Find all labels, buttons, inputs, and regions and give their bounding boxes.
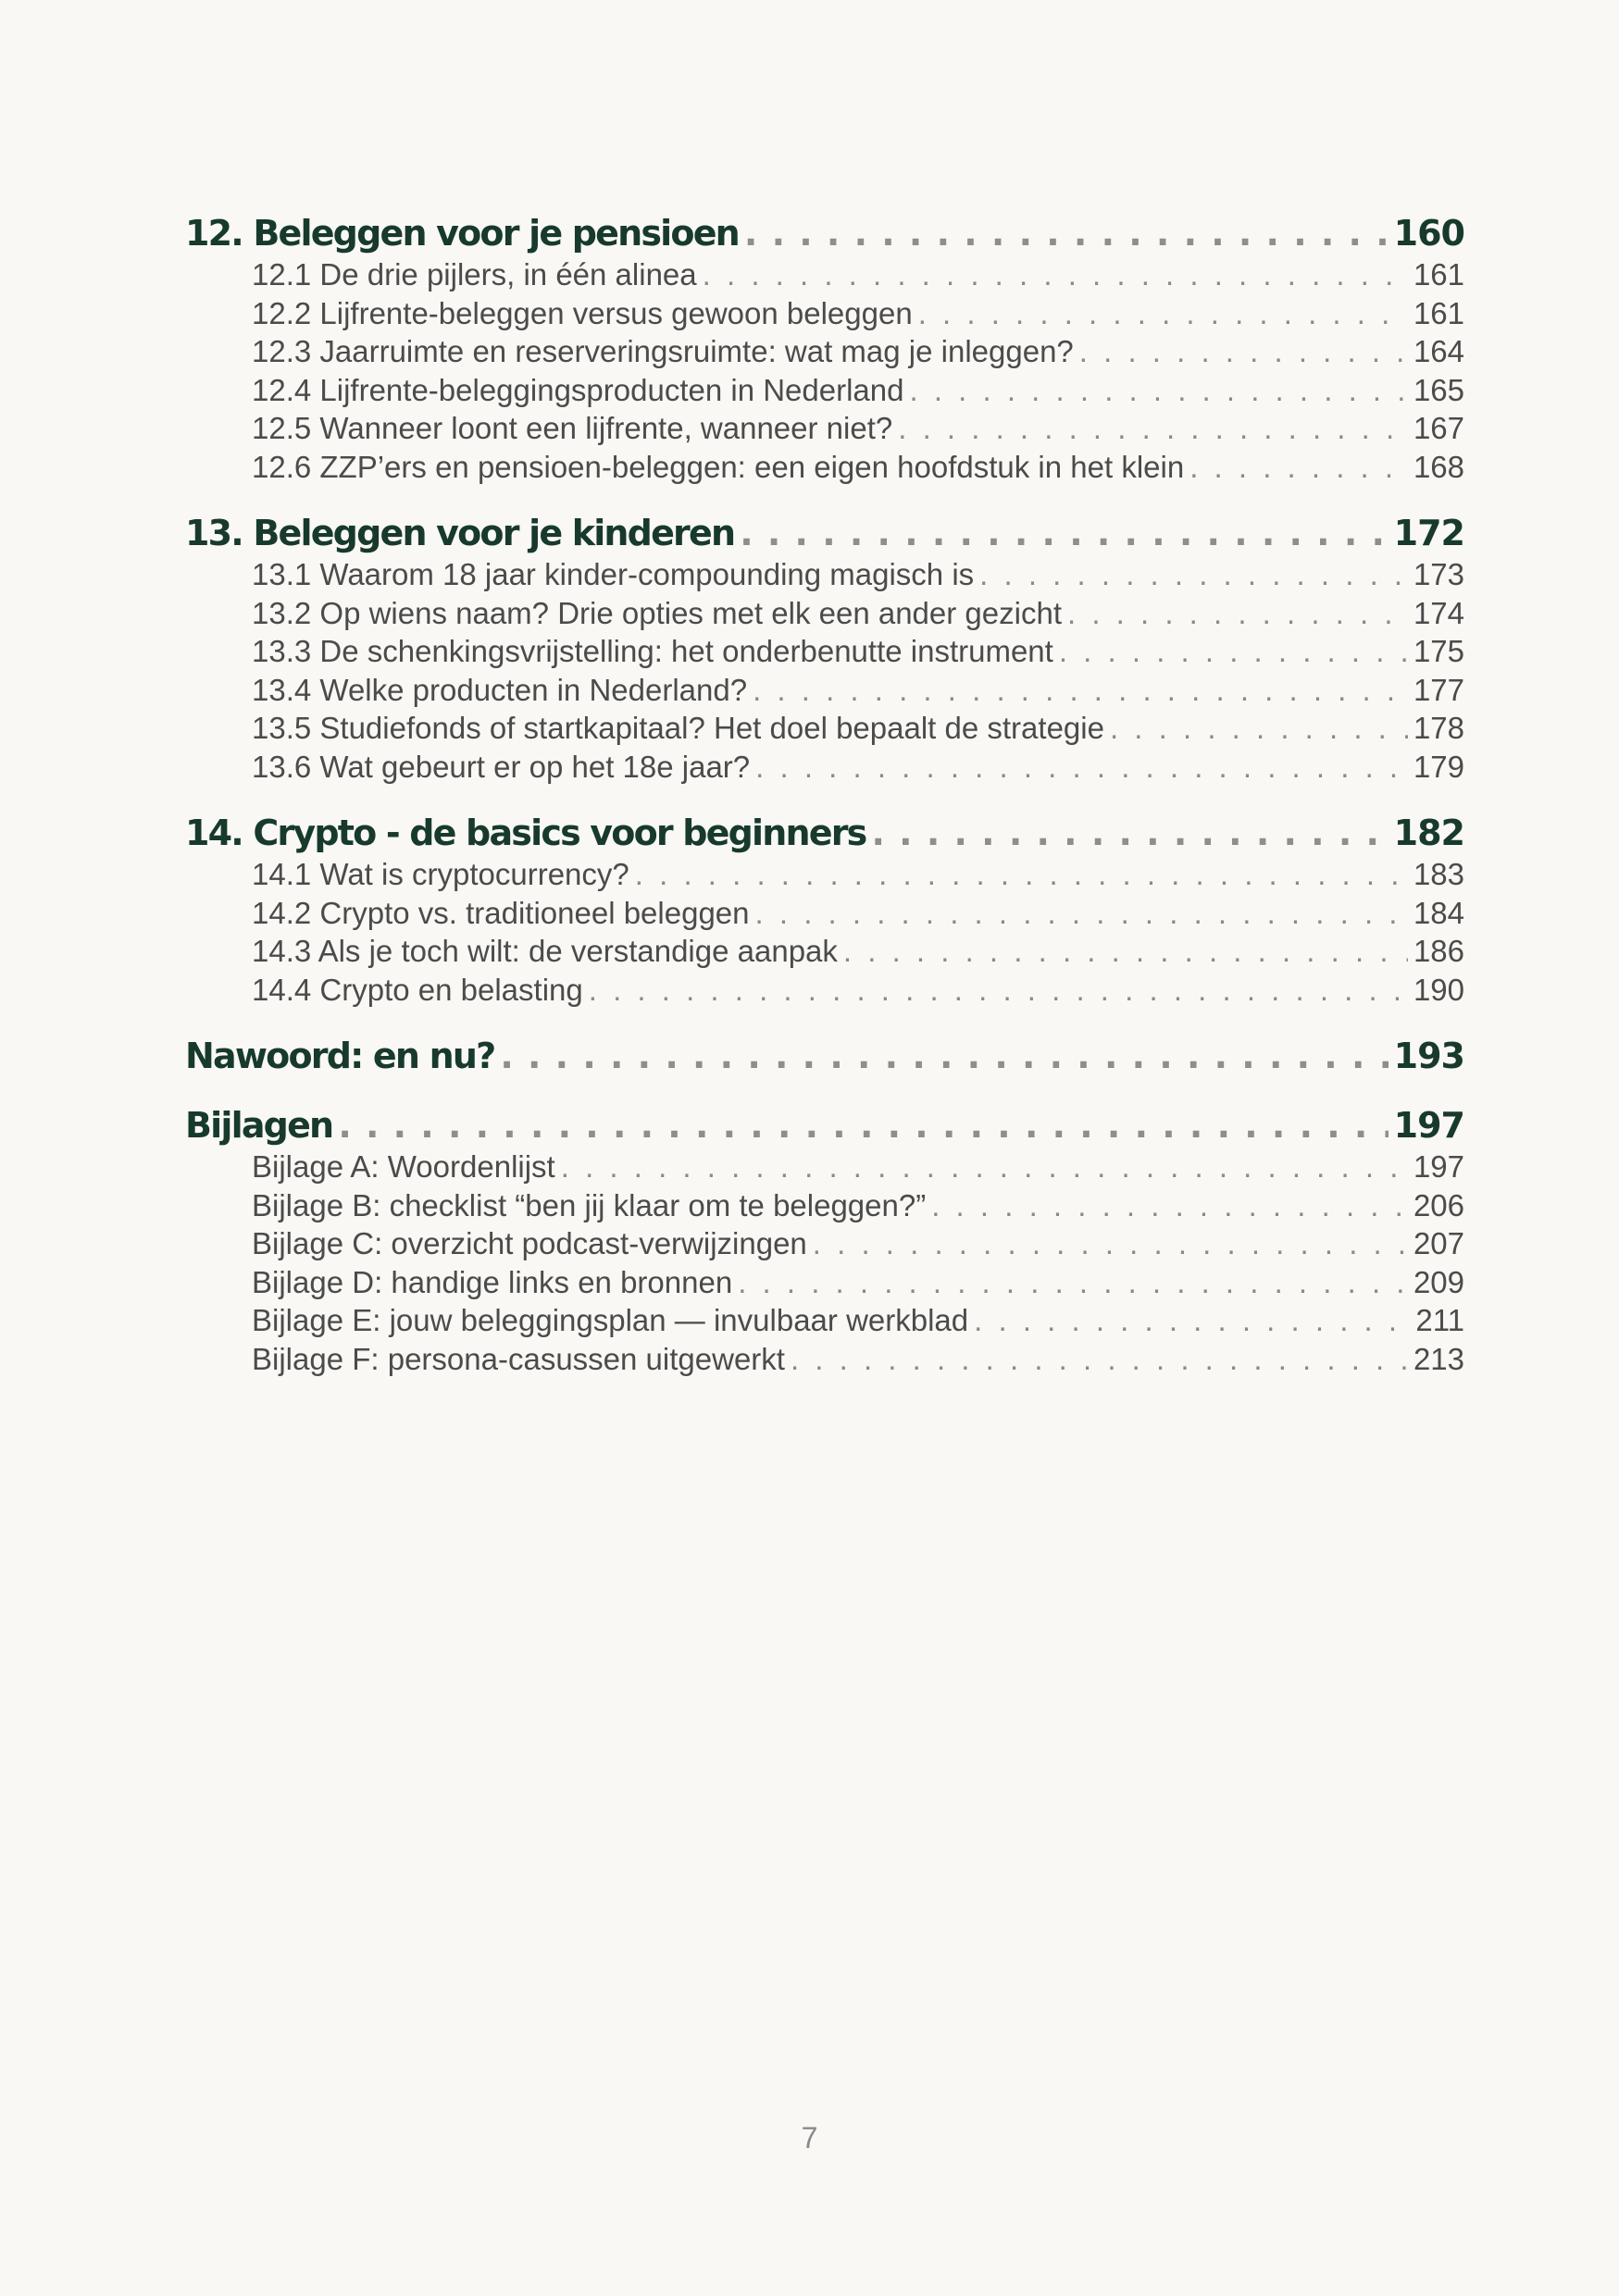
subentry-page-number: 175 bbox=[1413, 634, 1464, 668]
dot-leader bbox=[918, 294, 1408, 333]
chapter-heading[interactable] bbox=[185, 211, 1464, 255]
subentry-title: Bijlage A: Woordenlijst bbox=[252, 1149, 555, 1184]
dot-leader bbox=[703, 255, 1408, 294]
dot-leader bbox=[979, 555, 1408, 594]
page-number: 7 bbox=[801, 2121, 818, 2154]
toc-subentry[interactable] bbox=[185, 255, 1464, 294]
toc-subentry[interactable] bbox=[185, 371, 1464, 410]
toc-subentry[interactable] bbox=[185, 1148, 1464, 1186]
dot-leader bbox=[561, 1148, 1408, 1186]
subentry-page-number: 186 bbox=[1413, 934, 1464, 968]
subentry-title: 12.6 ZZP’ers en pensioen-beleggen: een eigen hoofdstuk in het klein bbox=[252, 449, 1185, 484]
subentry-title: Bijlage E: jouw beleggingsplan — invulbaar werkblad bbox=[252, 1303, 969, 1337]
dot-leader bbox=[1067, 594, 1408, 633]
subentry-page-number: 173 bbox=[1413, 557, 1464, 591]
dot-leader bbox=[740, 511, 1388, 555]
dot-leader bbox=[1189, 448, 1408, 487]
toc-subentry[interactable] bbox=[185, 409, 1464, 448]
subentry-page-number: 164 bbox=[1413, 334, 1464, 368]
chapter-heading[interactable] bbox=[185, 811, 1464, 855]
chapter-title: 14. Crypto - de basics voor beginners bbox=[185, 813, 866, 853]
subentry-page-number: 167 bbox=[1413, 411, 1464, 445]
chapter-title: Bijlagen bbox=[185, 1105, 333, 1146]
toc-subentry[interactable] bbox=[185, 594, 1464, 633]
toc-subentry[interactable] bbox=[185, 448, 1464, 487]
subentry-title: 13.1 Waarom 18 jaar kinder-compounding magisch is bbox=[252, 557, 975, 591]
subentry-page-number: 211 bbox=[1415, 1303, 1464, 1337]
subentry-title: 12.4 Lijfrente-beleggingsproducten in Nederland bbox=[252, 372, 904, 407]
dot-leader bbox=[1079, 332, 1408, 371]
dot-leader bbox=[898, 409, 1408, 448]
toc-subentry[interactable] bbox=[185, 555, 1464, 594]
dot-leader bbox=[635, 855, 1408, 894]
toc-subentry[interactable] bbox=[185, 1224, 1464, 1263]
subentry-page-number: 184 bbox=[1413, 895, 1464, 930]
dot-leader bbox=[791, 1340, 1408, 1379]
subentry-page-number: 206 bbox=[1413, 1187, 1464, 1222]
dot-leader bbox=[744, 211, 1389, 255]
dot-leader bbox=[753, 671, 1408, 710]
dot-leader bbox=[843, 932, 1408, 971]
dot-leader bbox=[589, 971, 1408, 1010]
subentry-title: 14.2 Crypto vs. traditioneel beleggen bbox=[252, 895, 750, 930]
subentry-title: 13.4 Welke producten in Nederland? bbox=[252, 672, 748, 707]
toc-subentry[interactable] bbox=[185, 971, 1464, 1010]
subentry-page-number: 177 bbox=[1413, 672, 1464, 707]
dot-leader bbox=[500, 1034, 1388, 1078]
chapter-page-number: 193 bbox=[1393, 1036, 1464, 1076]
subentry-page-number: 174 bbox=[1413, 595, 1464, 630]
subentry-title: 14.4 Crypto en belasting bbox=[252, 972, 583, 1007]
toc-subentry[interactable] bbox=[185, 894, 1464, 933]
dot-leader bbox=[1110, 709, 1408, 748]
toc-subentry[interactable] bbox=[185, 671, 1464, 710]
subentry-title: 13.5 Studiefonds of startkapitaal? Het doel bepaalt de strategie bbox=[252, 711, 1104, 745]
chapter-heading[interactable] bbox=[185, 1103, 1464, 1148]
chapter-title: Nawoord: en nu? bbox=[185, 1036, 495, 1076]
chapter-heading[interactable] bbox=[185, 1034, 1464, 1078]
subentry-page-number: 161 bbox=[1413, 257, 1464, 292]
toc-subentry[interactable] bbox=[185, 294, 1464, 333]
dot-leader bbox=[755, 748, 1408, 787]
subentry-title: Bijlage F: persona-casussen uitgewerkt bbox=[252, 1341, 785, 1376]
subentry-title: 12.3 Jaarruimte en reserveringsruimte: wat mag je inleggen? bbox=[252, 334, 1074, 368]
subentry-title: Bijlage D: handige links en bronnen bbox=[252, 1264, 733, 1299]
toc-chapter bbox=[185, 1034, 1464, 1078]
subentry-title: 13.3 De schenkingsvrijstelling: het onderbenutte instrument bbox=[252, 634, 1053, 668]
chapter-page-number: 182 bbox=[1393, 813, 1464, 853]
subentry-title: 13.2 Op wiens naam? Drie opties met elk een ander gezicht bbox=[252, 595, 1062, 630]
subentry-page-number: 207 bbox=[1413, 1226, 1464, 1260]
chapter-title: 13. Beleggen voor je kinderen bbox=[185, 513, 735, 553]
toc-subentry[interactable] bbox=[185, 332, 1464, 371]
dot-leader bbox=[813, 1224, 1408, 1263]
subentry-title: Bijlage B: checklist “ben jij klaar om te beleggen?” bbox=[252, 1187, 927, 1222]
subentry-page-number: 183 bbox=[1413, 857, 1464, 891]
toc-subentry[interactable] bbox=[185, 1186, 1464, 1225]
toc-subentry[interactable] bbox=[185, 748, 1464, 787]
toc-chapter bbox=[185, 811, 1464, 1009]
subentry-title: 13.6 Wat gebeurt er op het 18e jaar? bbox=[252, 749, 751, 784]
dot-leader bbox=[738, 1263, 1408, 1302]
toc-subentry[interactable] bbox=[185, 855, 1464, 894]
subentry-title: 14.3 Als je toch wilt: de verstandige aanpak bbox=[252, 934, 838, 968]
subentry-page-number: 179 bbox=[1413, 749, 1464, 784]
subentry-title: 12.1 De drie pijlers, in één alinea bbox=[252, 257, 697, 292]
dot-leader bbox=[1059, 632, 1408, 671]
toc-chapter bbox=[185, 1103, 1464, 1378]
toc-subentry[interactable] bbox=[185, 1263, 1464, 1302]
subentry-page-number: 213 bbox=[1413, 1341, 1464, 1376]
toc-chapter bbox=[185, 211, 1464, 486]
subentry-page-number: 168 bbox=[1413, 449, 1464, 484]
subentry-title: Bijlage C: overzicht podcast-verwijzingen bbox=[252, 1226, 807, 1260]
chapter-page-number: 197 bbox=[1393, 1105, 1464, 1146]
table-of-contents bbox=[185, 211, 1464, 1403]
toc-subentry[interactable] bbox=[185, 632, 1464, 671]
subentry-page-number: 178 bbox=[1413, 711, 1464, 745]
chapter-title: 12. Beleggen voor je pensioen bbox=[185, 213, 739, 254]
chapter-page-number: 172 bbox=[1393, 513, 1464, 553]
toc-subentry[interactable] bbox=[185, 1301, 1464, 1340]
chapter-heading[interactable] bbox=[185, 511, 1464, 555]
dot-leader bbox=[910, 371, 1408, 410]
subentry-title: 12.2 Lijfrente-beleggen versus gewoon beleggen bbox=[252, 295, 913, 330]
subentry-page-number: 197 bbox=[1413, 1149, 1464, 1184]
subentry-page-number: 161 bbox=[1413, 295, 1464, 330]
dot-leader bbox=[931, 1186, 1408, 1225]
toc-subentry[interactable] bbox=[185, 709, 1464, 748]
chapter-page-number: 160 bbox=[1393, 213, 1464, 254]
subentry-page-number: 209 bbox=[1413, 1264, 1464, 1299]
dot-leader bbox=[755, 894, 1408, 933]
toc-subentry[interactable] bbox=[185, 932, 1464, 971]
dot-leader bbox=[974, 1301, 1410, 1340]
subentry-page-number: 165 bbox=[1413, 372, 1464, 407]
subentry-title: 12.5 Wanneer loont een lijfrente, wanneer niet? bbox=[252, 411, 893, 445]
dot-leader bbox=[872, 811, 1389, 855]
subentry-title: 14.1 Wat is cryptocurrency? bbox=[252, 857, 629, 891]
toc-chapter bbox=[185, 511, 1464, 786]
toc-subentry[interactable] bbox=[185, 1340, 1464, 1379]
subentry-page-number: 190 bbox=[1413, 972, 1464, 1007]
dot-leader bbox=[338, 1103, 1388, 1148]
